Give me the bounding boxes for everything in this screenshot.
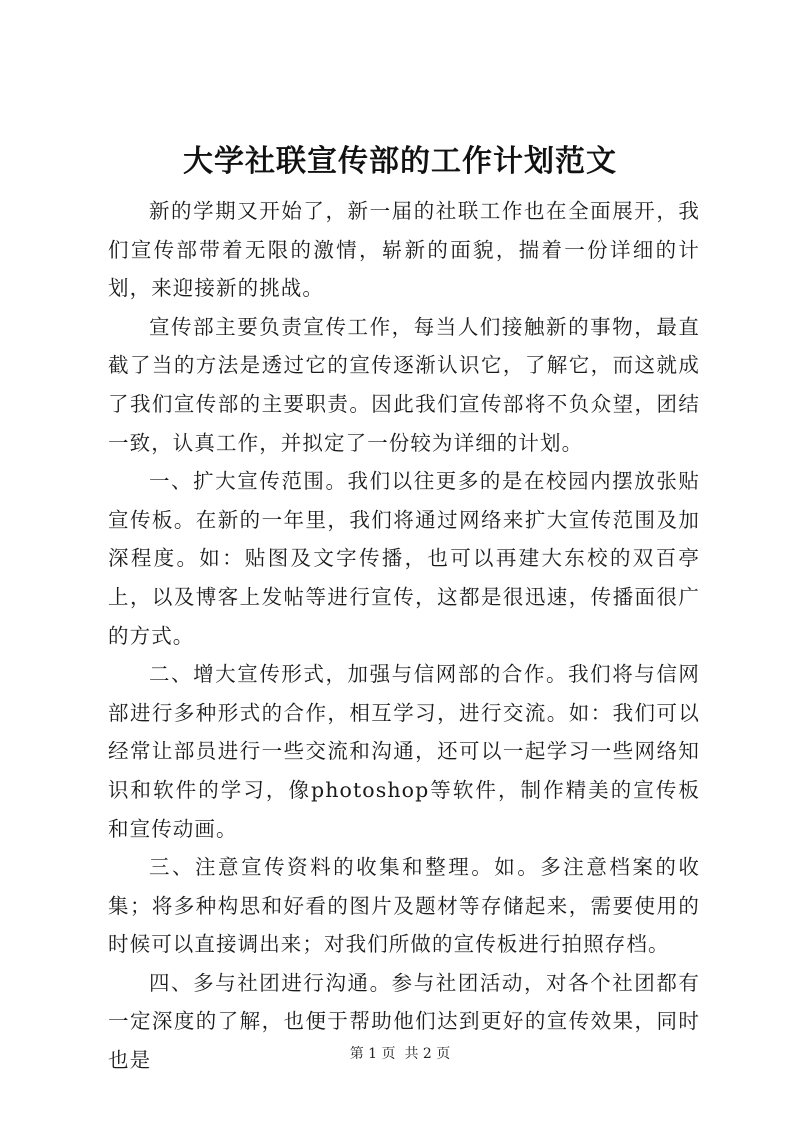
document-body <box>108 192 700 1080</box>
paragraph-item-1: 一、扩大宣传范围。我们以往更多的是在校园内摆放张贴宣传板。在新的一年里，我们将通过网络来扩大宣传范围及加深程度。如：贴图及文字传播，也可以再建大东校的双百亭上，以及博客上发帖等进行宣传，这都是很迅速，传播面很广的方式。 <box>108 469 700 648</box>
paragraph-item-2: 二、增大宣传形式，加强与信网部的合作。我们将与信网部进行多种形式的合作，相互学习，进行交流。如：我们可以经常让部员进行一些交流和沟通，还可以一起学习一些网络知识和软件的学习，像photoshop等软件，制作精美的宣传板和宣传动画。 <box>108 662 700 841</box>
paragraph-item-4: 四、多与社团进行沟通。参与社团活动，对各个社团都有一定深度的了解，也便于帮助他们达到更好的宣传效果，同时也是 <box>108 970 700 1073</box>
paragraph-item-3: 三、注意宣传资料的收集和整理。如。多注意档案的收集；将多种构思和好看的图片及题材等存储起来，需要使用的时候可以直接调出来；对我们所做的宣传板进行拍照存档。 <box>108 855 700 957</box>
document-title: 大学社联宣传部的工作计划范文 <box>183 144 617 179</box>
page-footer <box>0 1044 800 1064</box>
paragraph-intro: 新的学期又开始了，新一届的社联工作也在全面展开，我们宣传部带着无限的激情，崭新的面貌，揣着一份详细的计划，来迎接新的挑战。 <box>108 199 700 301</box>
page-number-label: 第 1 页 共 2 页 <box>349 1046 451 1062</box>
paragraph-responsibility: 宣传部主要负责宣传工作，每当人们接触新的事物，最直截了当的方法是透过它的宣传逐渐认识它，了解它，而这就成了我们宣传部的主要职责。因此我们宣传部将不负众望，团结一致，认真工作，并拟定了一份较为详细的计划。 <box>108 314 700 455</box>
